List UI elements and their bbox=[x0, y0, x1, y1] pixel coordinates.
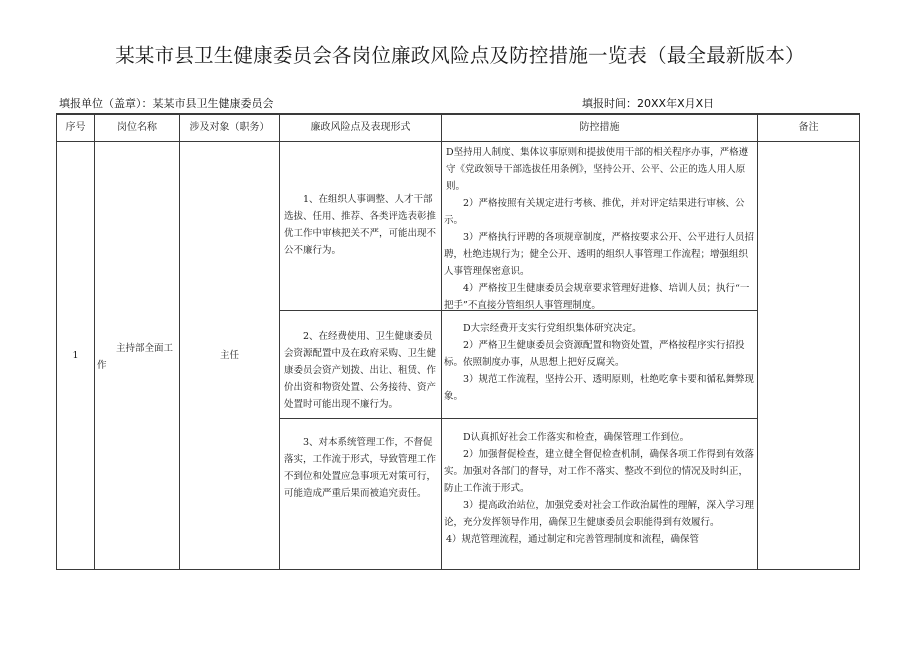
header-measures: 防控措施 bbox=[579, 122, 620, 133]
measure-item: 2）严格按照有关规定进行考核、推优，并对评定结果进行审核、公示。 bbox=[444, 198, 745, 226]
measure-item: 4）严格按卫生健康委员会规章要求管理好进修、培训人员；执行“一把手”不直接分管组织人事管理制度。 bbox=[444, 283, 750, 311]
remarks-cell bbox=[758, 142, 859, 569]
measure-item: D大宗经费开支实行党组织集体研究决定。 bbox=[463, 323, 642, 334]
page-title: 某某市县卫生健康委员会各岗位廉政风险点及防控措施一览表（最全最新版本） bbox=[115, 44, 805, 67]
measure-item: 3）规范工作流程，坚持公开、透明原则，杜绝吃拿卡要和循私舞弊现象。 bbox=[444, 374, 755, 402]
risk-point: 1、在组织人事调整、人才干部选拔、任用、推荐、各类评选表彰推优工作中审核把关不严，可能出现不公不廉行为。 bbox=[284, 194, 437, 256]
control-measures bbox=[444, 320, 755, 405]
measure-item: 3）提高政治站位，加强党委对社会工作政治属性的理解，深入学习理论，充分发挥领导作用，确保卫生健康委员会职能得到有效履行。 bbox=[444, 500, 755, 528]
row-post: 主持部全面工作 bbox=[97, 343, 174, 371]
measure-item: 2）加强督促检查，建立健全督促检查机制，确保各项工作得到有效落实。加强对各部门的督导，对工作不落实、整改不到位的情况及时纠正，防止工作流于形式。 bbox=[444, 449, 755, 494]
reporting-unit: 填报单位（盖章）：某某市县卫生健康委员会 bbox=[59, 97, 274, 110]
row-index: 1 bbox=[72, 350, 79, 361]
measure-item: 4）规范管理流程，通过制定和完善管理制度和流程，确保管 bbox=[446, 534, 700, 545]
measure-item: 2）严格卫生健康委员会资源配置和物资处置，严格按程序实行招投标。依照制度办事，从思想上把好反腐关。 bbox=[444, 340, 745, 368]
risk-table bbox=[56, 113, 860, 570]
risk-point: 3、对本系统管理工作，不督促落实，工作流于形式，导致管理工作不到位和处置应急事项无对策可行，可能造成严重后果而被追究责任。 bbox=[284, 437, 437, 499]
measure-item: D坚持用人制度、集体议事原则和提拔使用干部的相关程序办事，严格遵守《党政领导干部选拔任用条例》，坚持公开、公平、公正的选人用人原则。 bbox=[446, 147, 749, 192]
header-target: 涉及对象（职务） bbox=[189, 122, 270, 133]
header-index: 序号 bbox=[65, 122, 86, 133]
header-remarks: 备注 bbox=[798, 122, 819, 133]
risk-point: 2、在经费使用、卫生健康委员会资源配置中及在政府采购、卫生健康委员会资产划拨、出让、租赁、作价出资和物资处置、公务接待、资产处置时可能出现不廉行为。 bbox=[284, 331, 437, 410]
control-measures bbox=[444, 429, 755, 548]
control-measures bbox=[444, 144, 755, 314]
reporting-date: 填报时间：20XX年X月X日 bbox=[582, 97, 715, 110]
measure-item: 3）严格执行评聘的各项规章制度，严格按要求公开、公平进行人员招聘，杜绝违规行为；健全公开、透明的组织人事管理工作流程；增强组织人事管理保密意识。 bbox=[444, 232, 755, 277]
header-post: 岗位名称 bbox=[117, 122, 157, 133]
measure-item: D认真抓好社会工作落实和检查，确保管理工作到位。 bbox=[463, 432, 690, 443]
header-risk: 廉政风险点及表现形式 bbox=[310, 122, 411, 133]
row-target: 主任 bbox=[219, 350, 239, 361]
